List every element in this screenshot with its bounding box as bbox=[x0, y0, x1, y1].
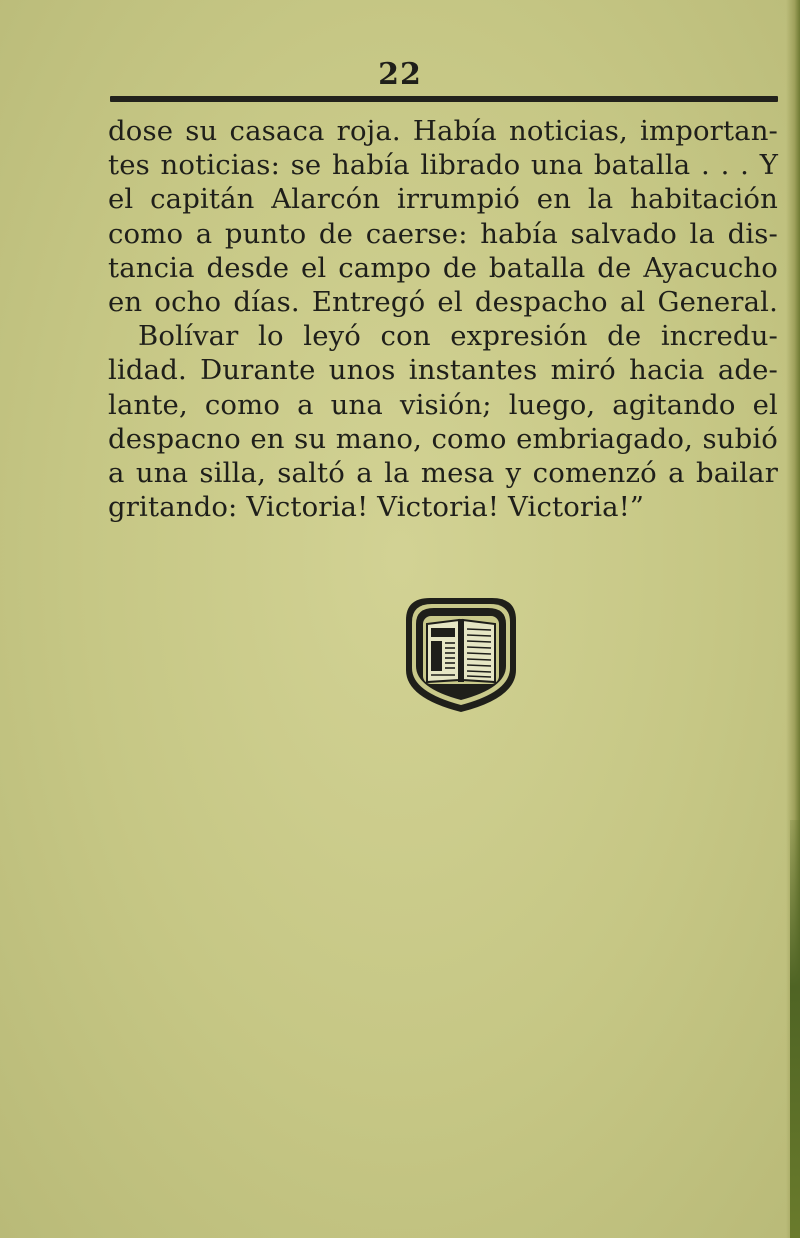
text-line: dose su casaca roja. Había noticias, importan- bbox=[108, 115, 778, 147]
text-line: tes noticias: se había librado una batalla . . . Y bbox=[108, 149, 778, 182]
edge-stain-mark bbox=[790, 820, 800, 1238]
body-text bbox=[108, 114, 778, 524]
text-line: despacno en su mano, como embriagado, subió bbox=[108, 422, 778, 455]
text-line: lante, como a una visión; luego, agitando el bbox=[108, 388, 778, 421]
text-line: a una silla, saltó a la mesa y comenzó a bailar bbox=[108, 456, 778, 489]
text-line: lidad. Durante unos instantes miró hacia ade- bbox=[108, 354, 778, 387]
page-edge-stain bbox=[786, 0, 800, 1238]
header-rule bbox=[110, 96, 778, 102]
text-line-paragraph-start: Bolívar lo leyó con expresión de incredu- bbox=[138, 320, 778, 353]
text-line: tancia desde el campo de batalla de Ayacucho bbox=[108, 251, 778, 284]
text-line: gritando: Victoria! Victoria! Victoria!” bbox=[108, 491, 645, 524]
open-book-emblem-icon bbox=[396, 590, 526, 718]
text-line: el capitán Alarcón irrumpió en la habitación bbox=[108, 183, 778, 216]
text-line: en ocho días. Entregó el despacho al General. bbox=[108, 285, 778, 318]
page-number: 22 bbox=[378, 57, 422, 92]
text-line: como a punto de caerse: había salvado la dis- bbox=[108, 217, 778, 250]
